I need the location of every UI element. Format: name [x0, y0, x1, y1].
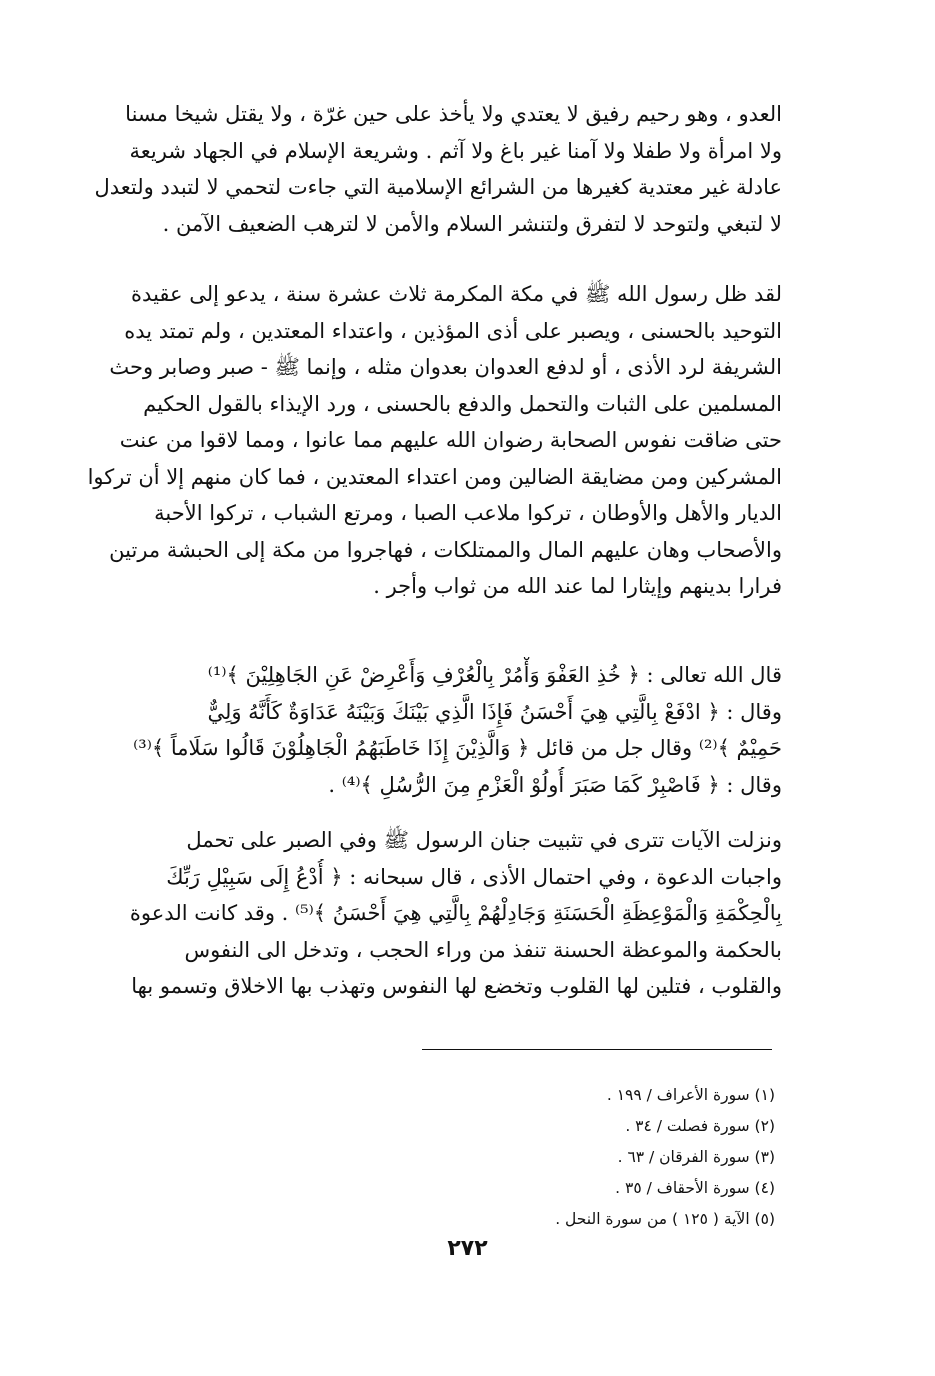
text-line: عادلة غير معتدية كغيرها من الشرائع الإسلامية التي جاءت لتحمي لا لتبدد ولتعدل — [94, 175, 782, 199]
text-line: واجبات الدعوة ، وفي احتمال الأذى ، قال سبحانه : ﴿ أُدْعُ إِلَى سَبِيْلِ رَبِّكَ — [166, 864, 782, 889]
text-line: المشركين ومن مضايقة الضالين ومن اعتداء المعتدين ، فما كان منهم إلا أن تركوا — [87, 464, 782, 489]
paragraph-1 — [82, 96, 782, 242]
text-line: ونزلت الآيات تترى في تثبيت جنان الرسول ﷺ وفي الصبر على تحمل — [186, 828, 782, 852]
text-line: ولا امرأة ولا طفلا ولا آمنا غير باغ ولا آثم . وشريعة الإسلام في الجهاد شريعة — [129, 138, 782, 163]
text-line: والأصحاب وهان عليهم المال والممتلكات ، فهاجروا من مكة إلى الحبشة مرتين — [109, 537, 782, 562]
text-line: الديار والأهل والأوطان ، تركوا ملاعب الصبا ، ومرتع الشباب ، تركوا الأحبة — [154, 501, 782, 525]
paragraph-2 — [82, 276, 782, 605]
text-line: وقال : ﴿ ادْفَعْ بِالَّتِي هِيَ أَحْسَنُ فَإِذَا الَّذِي بَيْنَكَ وَبَيْنَهُ عَدَاوَةٌ كَأَنَّهُ وَلِيٌّ — [207, 699, 782, 724]
footnotes — [420, 1080, 775, 1235]
text-line: والقلوب ، فتلين لها القلوب وتخضع لها النفوس وتهذب بها الاخلاق وتسمو بها — [131, 974, 782, 998]
footnote: (٣) سورة الفرقان / ٦٣ . — [617, 1148, 775, 1166]
footnote: (٥) الآية ( ١٢٥ ) من سورة النحل . — [555, 1210, 775, 1228]
paragraph-3-quran-quotes — [82, 657, 782, 803]
text-line: قال الله تعالى : ﴿ خُذِ العَفْوَ وَأْمُرْ بِالْعُرْفِ وَأَعْرِضْ عَنِ الجَاهِلِيْنَ ﴾⁽¹⁾ — [207, 663, 782, 687]
footnote: (٢) سورة فصلت / ٣٤ . — [625, 1117, 775, 1135]
text-line: التوحيد بالحسنى ، ويصبر على أذى المؤذين ، واعتداء المعتدين ، ولم تمتد يده — [124, 318, 782, 343]
text-line: بالحكمة والموعظة الحسنة تنفذ من وراء الحجب ، وتدخل الى النفوس — [184, 937, 782, 962]
text-line: لا لتبغي ولتوحد لا لتفرق ولتنشر السلام والأمن لا لترهب الضعيف الآمن . — [162, 211, 782, 236]
footnote: (٤) سورة الأحقاف / ٣٥ . — [615, 1179, 775, 1197]
text-line: المسلمين على الثبات والتحمل والدفع بالحسنى ، ورد الإيذاء بالقول الحكيم — [143, 391, 782, 416]
paragraph-4 — [82, 822, 782, 1005]
text-line: بِالْحِكْمَةِ وَالْمَوْعِظَةِ الْحَسَنَةِ وَجَادِلْهُمْ بِالَّتِي هِيَ أَحْسَنُ ﴾⁽⁵⁾ . وقد كانت الدعوة — [129, 901, 782, 925]
footnote-divider — [422, 1049, 772, 1050]
text-line: الشريفة لرد الأذى ، أو لدفع العدوان بعدوان مثله ، وإنما ﷺ - صبر وصابر وحث — [109, 355, 782, 379]
footnote: (١) سورة الأعراف / ١٩٩ . — [606, 1086, 775, 1104]
text-line: فرارا بدينهم وإيثارا لما عند الله من ثواب وأجر . — [373, 574, 782, 598]
text-line: حتى ضاقت نفوس الصحابة رضوان الله عليهم مما عانوا ، ومما لاقوا من عنت — [119, 428, 782, 452]
text-line: العدو ، وهو رحيم رفيق لا يعتدي ولا يأخذ على حين غرّة ، ولا يقتل شيخا مسنا — [125, 102, 782, 126]
text-line: لقد ظل رسول الله ﷺ في مكة المكرمة ثلاث عشرة سنة ، يدعو إلى عقيدة — [131, 282, 782, 306]
text-line: وقال : ﴿ فَاصْبِرْ كَمَا صَبَرَ أُولُوْ الْعَزْمِ مِنَ الرُّسُلِ ﴾⁽⁴⁾ . — [328, 772, 782, 797]
page-number: ٢٧٢ — [447, 1236, 488, 1261]
text-line: حَمِيْمٌ ﴾⁽²⁾ وقال جل من قائل ﴿ وَالَّذِيْنَ إِذَا خَاطَبَهُمُ الْجَاهِلُوْنَ قَالُوا سَلَاماً ﴾⁽³⁾ — [133, 736, 782, 760]
